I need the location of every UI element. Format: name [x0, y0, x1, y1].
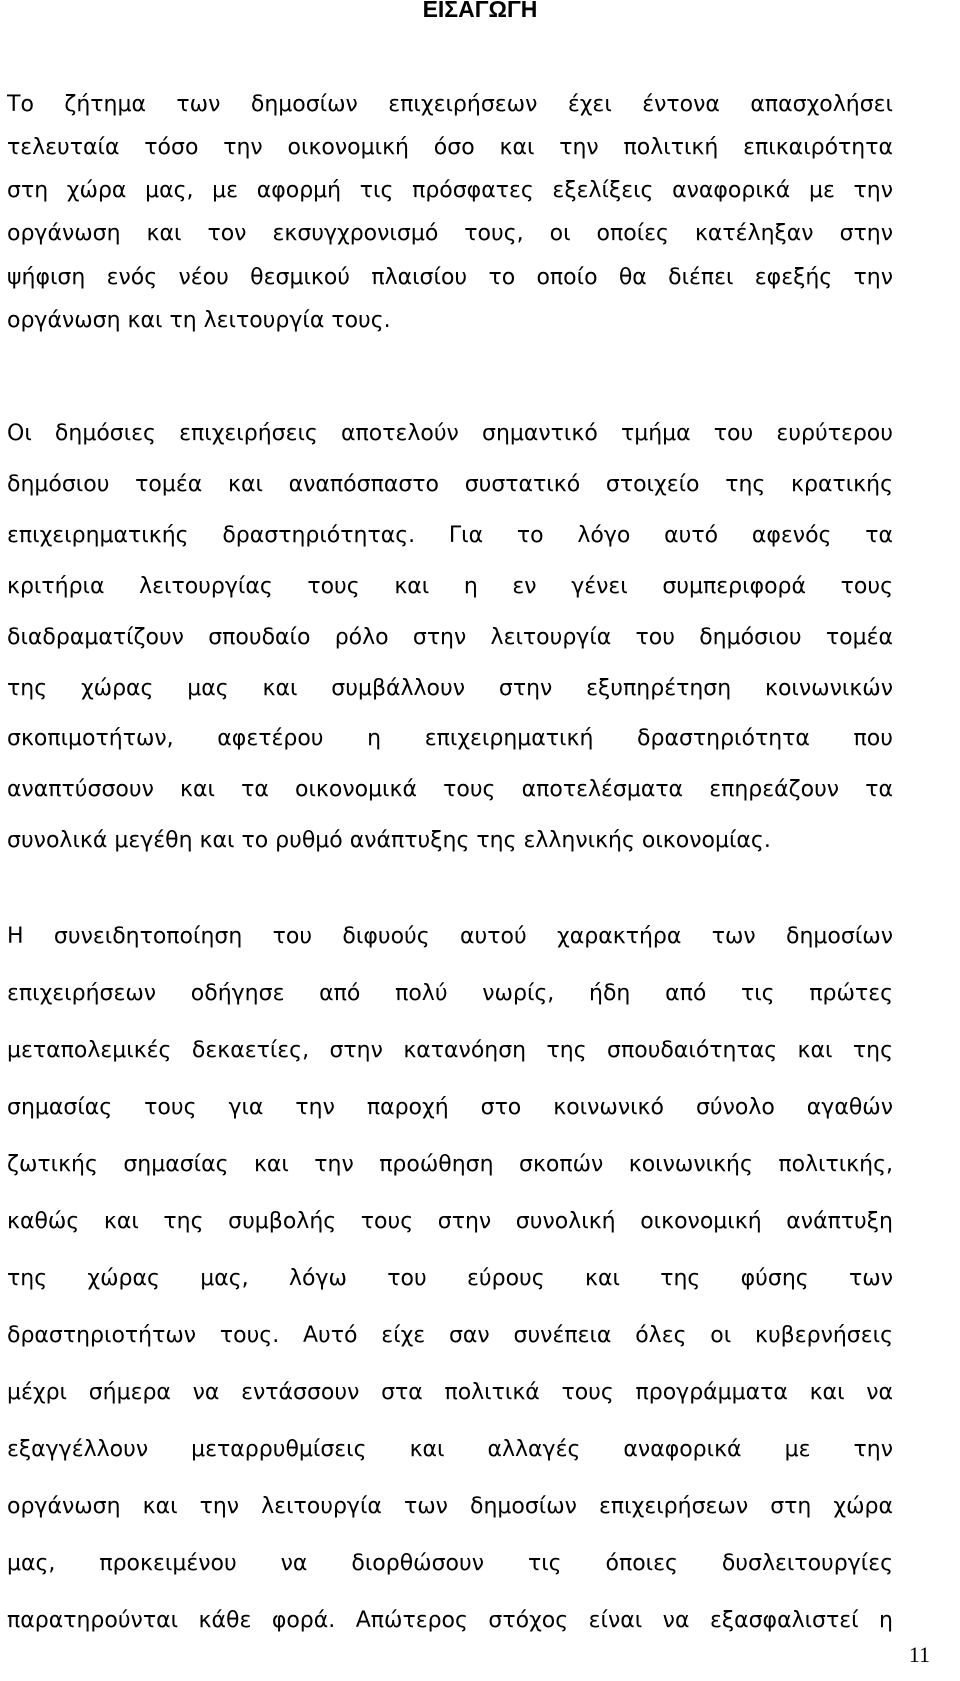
paragraph-line: παρατηρούνται κάθε φορά. Απώτερος στόχος είναι να εξασφαλιστεί η — [7, 1608, 893, 1633]
page-number: 11 — [908, 1642, 930, 1667]
paragraph-line: τελευταία τόσο την οικονομική όσο και την πολιτική επικαιρότητα — [7, 135, 893, 160]
paragraph-line: ζωτικής σημασίας και την προώθηση σκοπών κοινωνικής πολιτικής, — [7, 1152, 893, 1177]
paragraph-line: Το ζήτημα των δημοσίων επιχειρήσεων έχει έντονα απασχολήσει — [7, 92, 893, 117]
paragraph-line: της χώρας μας, λόγω του εύρους και της φύσης των — [7, 1266, 893, 1291]
paragraph-line: σκοπιμοτήτων, αφετέρου η επιχειρηματική δραστηριότητα που — [7, 726, 893, 751]
paragraph-line: Η συνειδητοποίηση του διφυούς αυτού χαρακτήρα των δημοσίων — [7, 924, 893, 949]
paragraph-line: εξαγγέλλουν μεταρρυθμίσεις και αλλαγές αναφορικά με την — [7, 1437, 893, 1462]
paragraph-line: μεταπολεμικές δεκαετίες, στην κατανόηση της σπουδαιότητας και της — [7, 1038, 893, 1063]
paragraph-line: καθώς και της συμβολής τους στην συνολική οικονομική ανάπτυξη — [7, 1209, 893, 1234]
paragraph-line: οργάνωση και τη λειτουργία τους. — [7, 308, 391, 333]
paragraph-line: δημόσιου τομέα και αναπόσπαστο συστατικό στοιχείο της κρατικής — [7, 472, 893, 497]
paragraph-line: ψήφιση ενός νέου θεσμικού πλαισίου το οποίο θα διέπει εφεξής την — [7, 265, 893, 290]
paragraph-line: διαδραματίζουν σπουδαίο ρόλο στην λειτουργία του δημόσιου τομέα — [7, 625, 893, 650]
paragraph-line: σημασίας τους για την παροχή στο κοινωνικό σύνολο αγαθών — [7, 1095, 893, 1120]
paragraph-line: μέχρι σήμερα να εντάσσουν στα πολιτικά τους προγράμματα και να — [7, 1380, 893, 1405]
paragraph-line: κριτήρια λειτουργίας τους και η εν γένει συμπεριφορά τους — [7, 574, 893, 599]
paragraph-line: μας, προκειμένου να διορθώσουν τις όποιες δυσλειτουργίες — [7, 1551, 893, 1576]
paragraph-line: Οι δημόσιες επιχειρήσεις αποτελούν σημαντικό τμήμα του ευρύτερου — [7, 421, 893, 446]
paragraph-line: στη χώρα μας, με αφορμή τις πρόσφατες εξελίξεις αναφορικά με την — [7, 178, 893, 203]
paragraph-line: αναπτύσσουν και τα οικονομικά τους αποτελέσματα επηρεάζουν τα — [7, 777, 893, 802]
page-heading: ΕΙΣΑΓΩΓΗ — [422, 0, 538, 22]
paragraph-line: δραστηριοτήτων τους. Αυτό είχε σαν συνέπεια όλες οι κυβερνήσεις — [7, 1323, 893, 1348]
paragraph-line: επιχειρήσεων οδήγησε από πολύ νωρίς, ήδη από τις πρώτες — [7, 981, 893, 1006]
paragraph-line: συνολικά μεγέθη και το ρυθμό ανάπτυξης της ελληνικής οικονομίας. — [7, 828, 771, 853]
paragraph-line: οργάνωση και την λειτουργία των δημοσίων επιχειρήσεων στη χώρα — [7, 1494, 893, 1519]
paragraph-line: οργάνωση και τον εκσυγχρονισμό τους, οι οποίες κατέληξαν στην — [7, 221, 893, 246]
paragraph-line: επιχειρηματικής δραστηριότητας. Για το λόγο αυτό αφενός τα — [7, 523, 893, 548]
paragraph-line: της χώρας μας και συμβάλλουν στην εξυπηρέτηση κοινωνικών — [7, 676, 893, 701]
